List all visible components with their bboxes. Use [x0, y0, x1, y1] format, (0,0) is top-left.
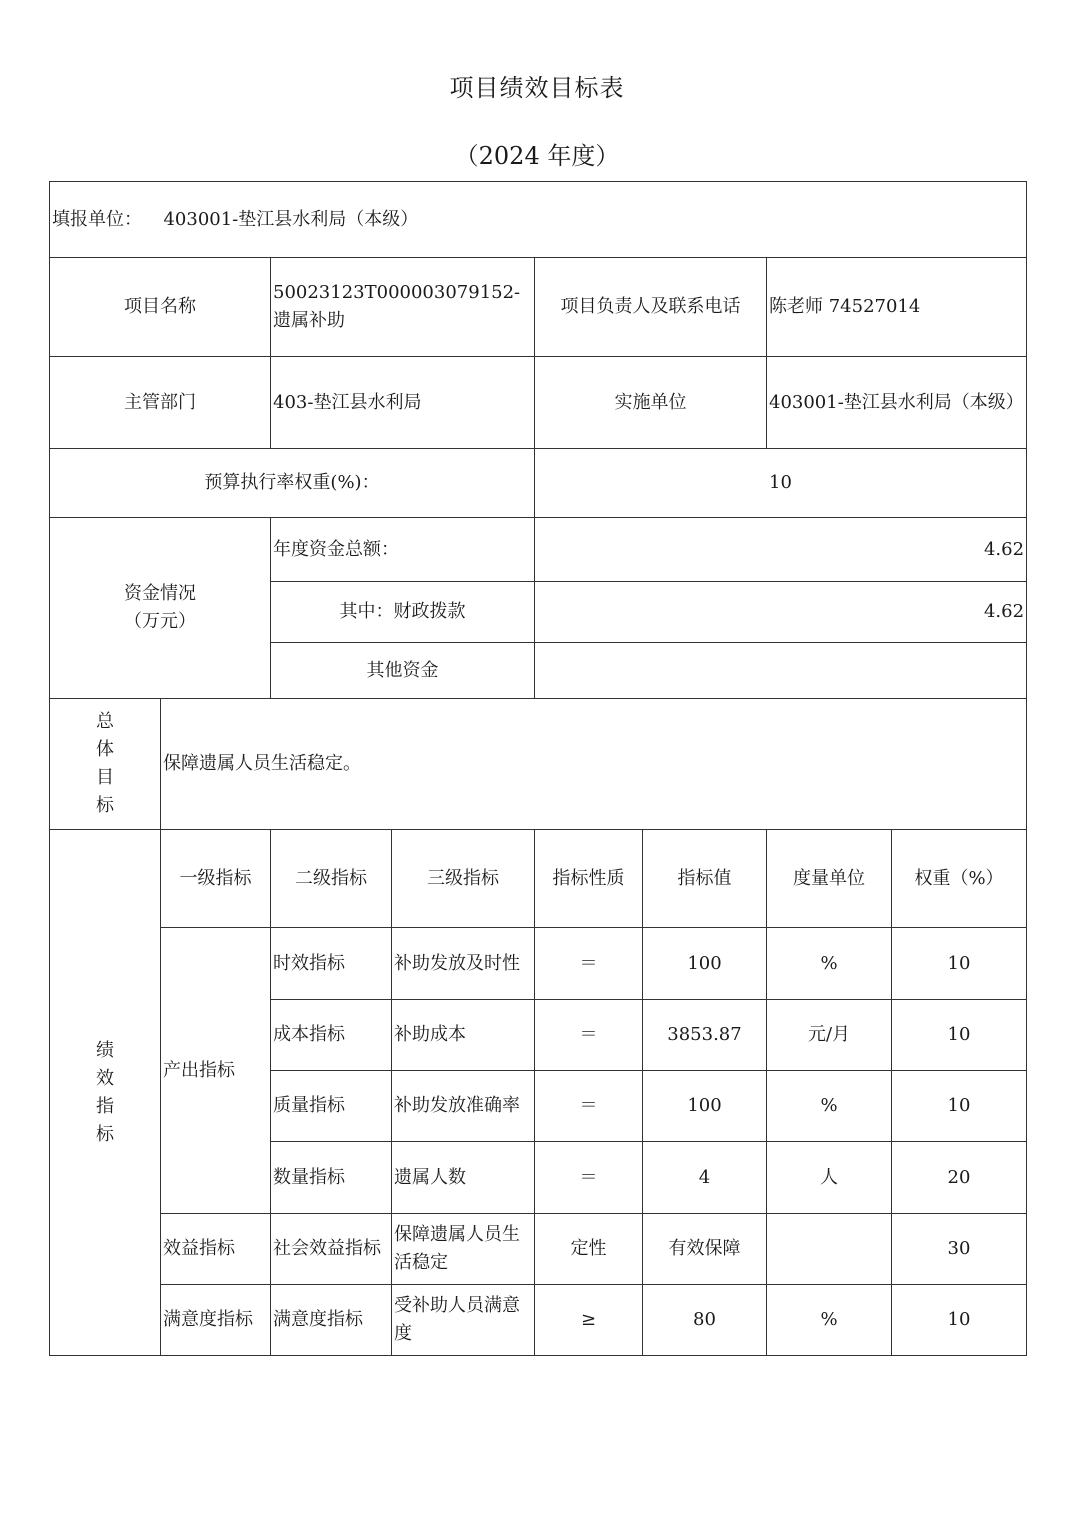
row-value: 80: [643, 1285, 767, 1356]
indicators-section-cell: [50, 830, 161, 1356]
row-unit: %: [767, 1285, 892, 1356]
budget-rate-row: [50, 449, 1027, 518]
funds-fiscal-label: 其中：财政拨款: [271, 582, 535, 643]
benefit-indicator-label: 效益指标: [161, 1214, 271, 1285]
header-weight: 权重（%）: [892, 830, 1027, 928]
row-nature: ≥: [535, 1285, 643, 1356]
header-unit: 度量单位: [767, 830, 892, 928]
row-level2: 满意度指标: [271, 1285, 392, 1356]
goal-label-cell: [50, 699, 161, 830]
dept-value: 403-垫江县水利局: [271, 357, 535, 449]
row-level3: 保障遗属人员生活稳定: [392, 1214, 535, 1285]
row-level2: 成本指标: [271, 1000, 392, 1071]
row-weight: 10: [892, 1285, 1027, 1356]
row-value: 3853.87: [643, 1000, 767, 1071]
funds-label-line1: 资金情况: [124, 583, 196, 604]
funds-total-value: 4.62: [535, 518, 1027, 582]
unit-value: 403001-垫江县水利局（本级）: [163, 208, 419, 230]
funds-total-label: 年度资金总额：: [271, 518, 535, 582]
unit-cell: [50, 182, 1027, 258]
performance-target-table: [49, 181, 1027, 1356]
funds-fiscal-value: 4.62: [535, 582, 1027, 643]
header-nature: 指标性质: [535, 830, 643, 928]
header-value: 指标值: [643, 830, 767, 928]
row-weight: 20: [892, 1142, 1027, 1214]
table-row: [50, 1285, 1027, 1356]
funds-label-line2: （万元）: [124, 611, 196, 632]
goal-label: 总体目标: [96, 711, 114, 816]
impl-label: 实施单位: [535, 357, 767, 449]
table-row: [50, 1214, 1027, 1285]
goal-row: [50, 699, 1027, 830]
document-title: 项目绩效目标表: [449, 74, 625, 102]
funds-total-row: [50, 518, 1027, 582]
project-contact-value: 陈老师 74527014: [767, 258, 1027, 357]
dept-label: 主管部门: [50, 357, 271, 449]
row-nature: 定性: [535, 1214, 643, 1285]
row-level2: 社会效益指标: [271, 1214, 392, 1285]
row-level2: 质量指标: [271, 1071, 392, 1142]
row-unit: [767, 1214, 892, 1285]
funds-label: [50, 518, 271, 699]
funds-other-value: [535, 643, 1027, 699]
document-year: （2024 年度）: [454, 142, 620, 170]
row-level3: 受补助人员满意度: [392, 1285, 535, 1356]
row-unit: 元/月: [767, 1000, 892, 1071]
table-row: [50, 928, 1027, 1000]
row-nature: ＝: [535, 928, 643, 1000]
row-nature: ＝: [535, 1071, 643, 1142]
row-level2: 时效指标: [271, 928, 392, 1000]
impl-value: 403001-垫江县水利局（本级）: [767, 357, 1027, 449]
row-level3: 补助发放及时性: [392, 928, 535, 1000]
row-level3: 补助发放准确率: [392, 1071, 535, 1142]
row-unit: %: [767, 1071, 892, 1142]
budget-rate-value: 10: [535, 449, 1027, 518]
header-level1: 一级指标: [161, 830, 271, 928]
unit-label: 填报单位：: [52, 208, 142, 230]
satisfaction-indicator-label: 满意度指标: [161, 1285, 271, 1356]
row-value: 100: [643, 1071, 767, 1142]
department-row: [50, 357, 1027, 449]
header-level3: 三级指标: [392, 830, 535, 928]
row-level3: 补助成本: [392, 1000, 535, 1071]
row-weight: 10: [892, 928, 1027, 1000]
row-level3: 遗属人数: [392, 1142, 535, 1214]
row-level2: 数量指标: [271, 1142, 392, 1214]
row-value: 有效保障: [643, 1214, 767, 1285]
row-value: 100: [643, 928, 767, 1000]
project-name-row: [50, 258, 1027, 357]
row-unit: 人: [767, 1142, 892, 1214]
row-unit: %: [767, 928, 892, 1000]
unit-row: [50, 182, 1027, 258]
budget-rate-label: 预算执行率权重(%)：: [50, 449, 535, 518]
row-nature: ＝: [535, 1142, 643, 1214]
row-value: 4: [643, 1142, 767, 1214]
output-indicator-label: 产出指标: [161, 928, 271, 1214]
indicators-section-label: 绩效指标: [96, 1039, 114, 1145]
project-name-value: 50023123T000003079152-遗属补助: [271, 258, 535, 357]
goal-text: 保障遗属人员生活稳定。: [161, 699, 1027, 830]
project-name-label: 项目名称: [50, 258, 271, 357]
indicator-header-row: [50, 830, 1027, 928]
row-weight: 30: [892, 1214, 1027, 1285]
row-weight: 10: [892, 1000, 1027, 1071]
row-weight: 10: [892, 1071, 1027, 1142]
funds-other-label: 其他资金: [271, 643, 535, 699]
project-contact-label: 项目负责人及联系电话: [535, 258, 767, 357]
row-nature: ＝: [535, 1000, 643, 1071]
header-level2: 二级指标: [271, 830, 392, 928]
